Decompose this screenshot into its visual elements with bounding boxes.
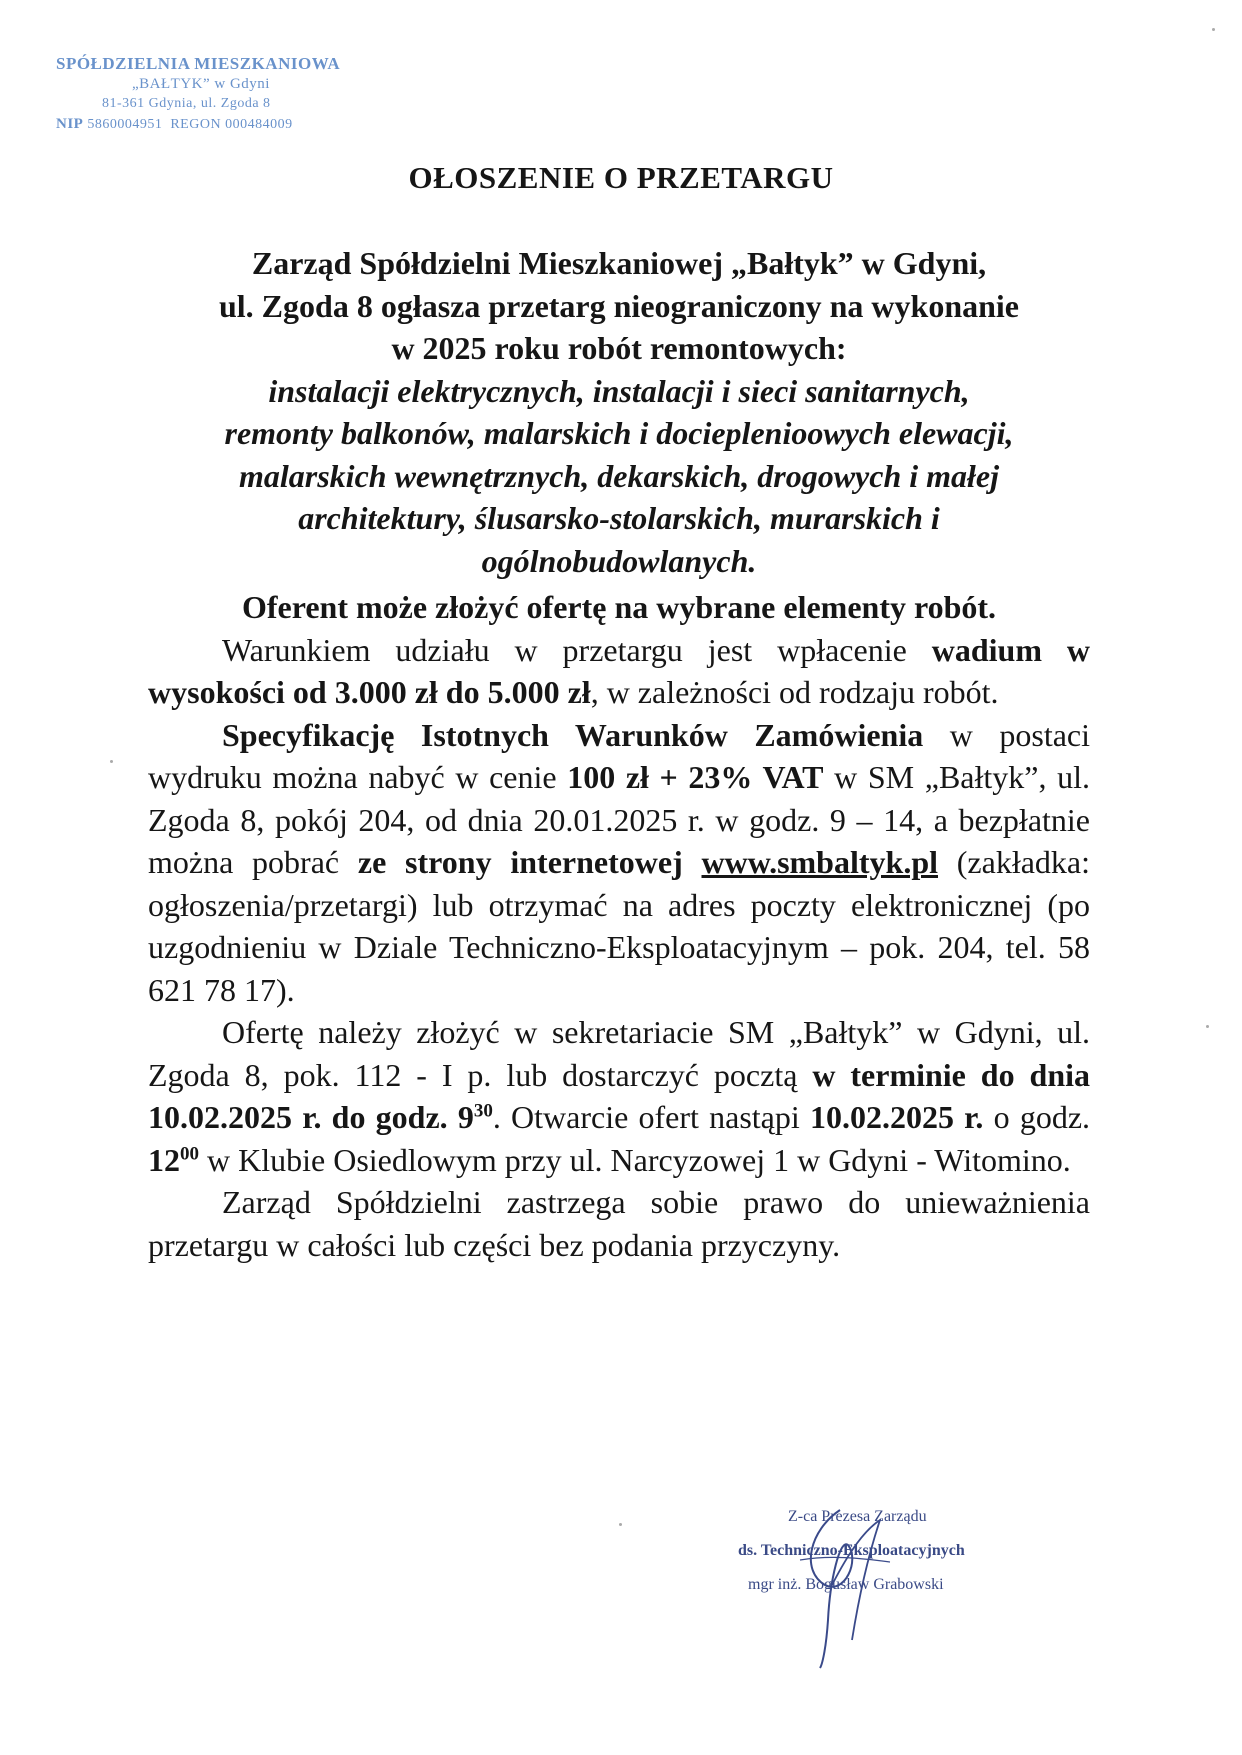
opening-time <box>148 1142 199 1178</box>
siwz-text-2: w SM „Bałtyk”, ul. Zgoda 8, pokój 204, od dnia 20.01.2025 r. w godz. 9 – 14, a bezpłatnie można pobrać <box>148 759 1090 880</box>
deadline-text: w terminie do dnia 10.02.2025 r. do godz. 9 <box>148 1056 1091 1135</box>
submission-paragraph <box>148 1011 1090 1181</box>
scan-speck <box>1206 1025 1209 1028</box>
scan-speck <box>619 1523 622 1526</box>
intro-block <box>148 242 1090 370</box>
handwritten-signature <box>770 1490 910 1670</box>
submission-text-3: o godz. <box>983 1099 1091 1135</box>
stamp-nip-label: NIP <box>56 116 84 132</box>
cooperative-stamp <box>56 54 340 135</box>
stamp-nip-value: 5860004951 <box>87 117 163 132</box>
wadium-lead: Warunkiem udziału w przetargu jest wpłacenie <box>222 631 932 668</box>
siwz-text-1: w postaci wydruku można nabyć w cenie <box>148 716 1090 795</box>
scan-speck <box>1212 28 1215 31</box>
signature-line-3: mgr inż. Bogusław Grabowski <box>748 1576 944 1593</box>
siwz-text-3: (zakładka: ogłoszenia/przetargi) lub otrzymać na adres poczty elektronicznej (po uzgodnieniu w Dziale Techniczno-Eksploatacyjnym – pok. 204, tel. 58 621 78 17). <box>148 844 1091 1008</box>
wadium-amount: wadium w wysokości od 3.000 zł do 5.000 zł <box>148 631 1091 710</box>
submission-text-4: w Klubie Osiedlowym przy ul. Narcyzowej 1 w Gdyni - Witomino. <box>199 1141 1071 1178</box>
works-line-2: remonty balkonów, malarskich i docieplenioowych elewacji, <box>224 415 1014 451</box>
reservation-paragraph: Zarząd Spółdzielni zastrzega sobie prawo do unieważnienia przetargu w całości lub części bez podania przyczyny. <box>148 1184 1090 1263</box>
works-line-3: malarskich wewnętrznych, dekarskich, drogowych i małej <box>238 457 1000 494</box>
stamp-line-baltyk: „BAŁTYK” w Gdyni <box>132 76 270 92</box>
works-line-1: instalacji elektrycznych, instalacji i sieci sanitarnych, <box>268 372 970 409</box>
submission-text-2: . Otwarcie ofert nastąpi <box>492 1099 810 1135</box>
intro-line-3: w 2025 roku robót remontowych: <box>391 330 847 366</box>
stamp-line-ids <box>56 114 340 135</box>
works-line-4: architektury, ślusarsko-stolarskich, murarskich i <box>298 500 940 536</box>
stamp-line-name: SPÓŁDZIELNIA MIESZKANIOWA <box>56 54 341 73</box>
deadline-minutes: 30 <box>473 1100 493 1122</box>
stamp-regon-value: 000484009 <box>225 117 293 132</box>
announcement-body <box>148 242 1090 1266</box>
scan-speck <box>110 760 113 763</box>
intro-line-1: Zarząd Spółdzielni Mieszkaniowej „Bałtyk” w Gdyni, <box>251 245 987 281</box>
website-link[interactable]: www.smbaltyk.pl <box>701 844 938 880</box>
intro-line-2: ul. Zgoda 8 ogłasza przetarg nieograniczony na wykonanie <box>218 287 1019 324</box>
wadium-paragraph <box>148 629 1090 714</box>
signature-line-2: ds. Techniczno-Eksploatacyjnych <box>738 1542 965 1559</box>
submission-text-1: Ofertę należy złożyć w sekretariacie SM „Bałtyk” w Gdyni, ul. Zgoda 8, pok. 112 - I p. lub dostarczyć pocztą <box>148 1014 1090 1093</box>
stamp-regon-label: REGON <box>170 117 222 132</box>
works-list <box>148 370 1090 583</box>
wadium-tail: , w zależności od rodzaju robót. <box>590 674 999 710</box>
signature-line-1: Z-ca Prezesa Zarządu <box>788 1508 927 1525</box>
stamp-line-address: 81-361 Gdynia, ul. Zgoda 8 <box>102 96 271 111</box>
opening-date: 10.02.2025 r. <box>809 1099 984 1135</box>
siwz-paragraph <box>148 714 1090 1012</box>
siwz-title: Specyfikację Istotnych Warunków Zamówienia <box>222 716 924 753</box>
siwz-price: 100 zł + 23% VAT <box>567 759 824 795</box>
offer-note: Oferent może złożyć ofertę na wybrane elementy robót. <box>241 589 997 625</box>
works-line-5: ogólnobudowlanych. <box>481 542 757 579</box>
opening-hour: 12 <box>148 1141 180 1178</box>
opening-minutes: 00 <box>180 1142 199 1164</box>
siwz-web-label: ze strony internetowej <box>357 844 683 880</box>
page-title: OŁOSZENIE O PRZETARGU <box>408 160 834 195</box>
